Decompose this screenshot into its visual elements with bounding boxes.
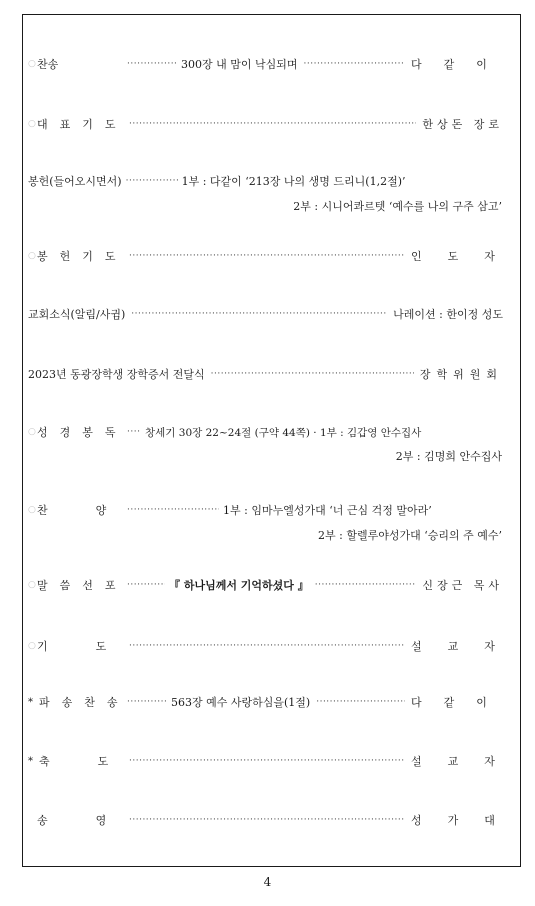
order-row-hymn [28, 56, 509, 72]
bullet-icon: ○ [28, 641, 36, 651]
order-person: 다같이 [411, 58, 509, 71]
leader-dots [129, 815, 405, 825]
standing-mark: * [28, 755, 33, 767]
leader-dots [304, 59, 406, 69]
order-person: 신장근 목사 [422, 579, 503, 592]
page-number: 4 [263, 875, 272, 889]
order-detail: 300장 내 맘이 낙심되며 [181, 58, 298, 71]
leader-dots [129, 641, 405, 651]
order-label: 말씀선포 [37, 579, 128, 592]
order-person: 한상돈 장로 [422, 118, 503, 131]
order-label: 봉헌기도 [37, 250, 128, 263]
order-row-doxology [28, 812, 521, 828]
leader-dots [127, 427, 141, 437]
order-label: 축도 [39, 755, 157, 768]
bullet-icon: ○ [28, 251, 36, 261]
leader-dots [129, 756, 405, 766]
order-person: 다같이 [411, 696, 509, 709]
order-row-scholarship [28, 366, 503, 382]
order-person: 장학위원회 [419, 368, 503, 381]
order-detail-line1: 1부 : 임마누엘성가대 ‘너 근심 걱정 말아라’ [223, 504, 432, 517]
order-row-news [28, 306, 503, 322]
leader-dots [316, 697, 405, 707]
order-row-offering [28, 173, 503, 189]
order-row-offering-prayer [28, 248, 521, 264]
order-person: 성가대 [411, 814, 521, 827]
order-label: 찬송 [37, 58, 59, 71]
page-frame [22, 14, 521, 867]
leader-dots [127, 505, 219, 515]
standing-mark: * [28, 696, 33, 708]
order-row-benediction [28, 753, 521, 769]
order-detail: 563장 예수 사랑하심을(1절) [171, 696, 311, 709]
order-person: 인도자 [411, 250, 521, 263]
order-label: 송영 [37, 814, 155, 827]
order-row-anthem [28, 502, 503, 518]
order-label: 대표기도 [37, 118, 128, 131]
bullet-icon: ○ [28, 119, 36, 129]
order-label: 기도 [37, 640, 155, 653]
order-row-sermon [28, 577, 503, 593]
leader-dots [127, 59, 177, 69]
leader-dots [129, 251, 405, 261]
bullet-icon: ○ [28, 505, 36, 515]
sermon-title: 『 하나님께서 기억하셨다 』 [169, 579, 309, 592]
leader-dots [315, 580, 417, 590]
order-person: 나레이션 : 한이정 성도 [393, 308, 503, 321]
order-label: 교회소식(알림/사귐) [28, 308, 126, 321]
order-detail-line2: 2부 : 김명희 안수집사 [395, 450, 502, 463]
order-label: 찬양 [37, 504, 155, 517]
bullet-icon: ○ [28, 59, 36, 69]
order-row-scripture [28, 424, 503, 440]
order-person: 설교자 [411, 640, 521, 653]
leader-dots [129, 119, 416, 129]
order-label: 2023년 동광장학생 장학증서 전달식 [28, 368, 205, 381]
leader-dots [127, 580, 165, 590]
order-row-prayer [28, 116, 503, 132]
order-detail-line1: 창세기 30장 22~24절 (구약 44쪽) · 1부 : 김갑영 안수집사 [145, 426, 422, 439]
order-detail-line2: 2부 : 시니어콰르텟 ‘예수를 나의 구주 삼고’ [293, 200, 502, 213]
order-label: 성경봉독 [37, 426, 128, 439]
order-label: 파송찬송 [39, 696, 130, 709]
order-row-sending-hymn [28, 694, 509, 710]
order-detail-line1: 1부 : 다같이 ‘213장 나의 생명 드리니(1,2절)’ [181, 175, 406, 188]
leader-dots [126, 176, 178, 186]
order-person: 설교자 [411, 755, 521, 768]
leader-dots [131, 309, 387, 319]
order-label: 봉헌(들어오시면서) [28, 175, 122, 188]
bullet-icon: ○ [28, 580, 36, 590]
leader-dots [211, 369, 414, 379]
leader-dots [127, 697, 167, 707]
order-row-pastoral-prayer [28, 638, 521, 654]
bullet-icon: ○ [28, 427, 36, 437]
order-detail-line2: 2부 : 할렐루야성가대 ‘승리의 주 예수’ [318, 529, 502, 542]
